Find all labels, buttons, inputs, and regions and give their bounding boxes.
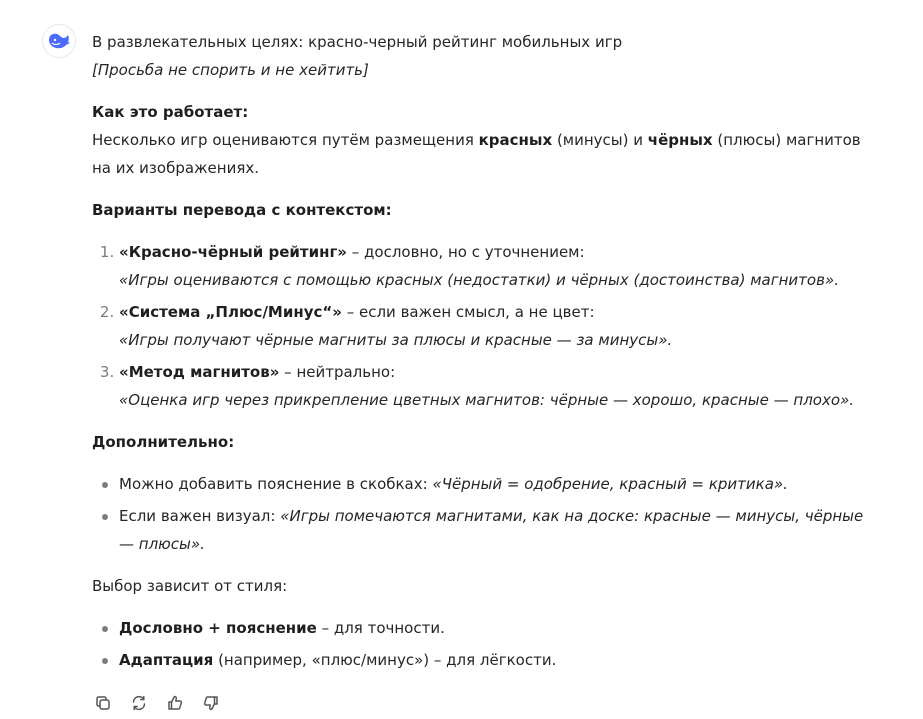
message-line-2: [Просьба не спорить и не хейтить]: [92, 61, 369, 79]
extra-title: Дополнительно:: [92, 433, 235, 451]
variant-item: 1. «Красно-чёрный рейтинг» – дословно, но с уточнением: «Игры оцениваются с помощью красных (недостатки) и чёрных (достоинства) магнитов».: [119, 238, 882, 294]
variants-title: Варианты перевода с контекстом:: [92, 201, 392, 219]
variant-item: 2. «Система „Плюс/Минус“» – если важен смысл, а не цвет: «Игры получают чёрные магниты за плюсы и красные — за минусы».: [119, 298, 882, 354]
variants-list: [92, 238, 882, 414]
whale-logo-icon: [47, 31, 71, 51]
copy-button[interactable]: [92, 692, 114, 714]
how-it-works-paragraph: Несколько игр оцениваются путём размещения красных (минусы) и чёрных (плюсы) магнитов на их изображениях.: [92, 131, 861, 177]
style-item: Адаптация (например, «плюс/минус») – для лёгкости.: [119, 646, 882, 674]
assistant-avatar: [42, 24, 76, 58]
message-line-1: В развлекательных целях: красно-черный рейтинг мобильных игр: [92, 33, 623, 51]
extra-item: Если важен визуал: «Игры помечаются магнитами, как на доске: красные — минусы, чёрные — плюсы».: [119, 502, 882, 558]
dislike-button[interactable]: [200, 692, 222, 714]
extra-item: Можно добавить пояснение в скобках: «Чёрный = одобрение, красный = критика».: [119, 470, 882, 498]
refresh-icon: [130, 694, 148, 712]
thumbs-up-icon: [166, 694, 184, 712]
style-item: Дословно + пояснение – для точности.: [119, 614, 882, 642]
how-it-works-title: Как это работает:: [92, 103, 249, 121]
extra-list: [92, 470, 882, 558]
thumbs-down-icon: [202, 694, 220, 712]
copy-icon: [94, 694, 112, 712]
assistant-message: [92, 28, 882, 674]
variant-item: 3. «Метод магнитов» – нейтрально: «Оценка игр через прикрепление цветных магнитов: чёрные — хорошо, красные — плохо».: [119, 358, 882, 414]
choice-text: Выбор зависит от стиля:: [92, 577, 288, 595]
styles-list: [92, 614, 882, 674]
regenerate-button[interactable]: [128, 692, 150, 714]
like-button[interactable]: [164, 692, 186, 714]
message-actions: [92, 692, 222, 714]
